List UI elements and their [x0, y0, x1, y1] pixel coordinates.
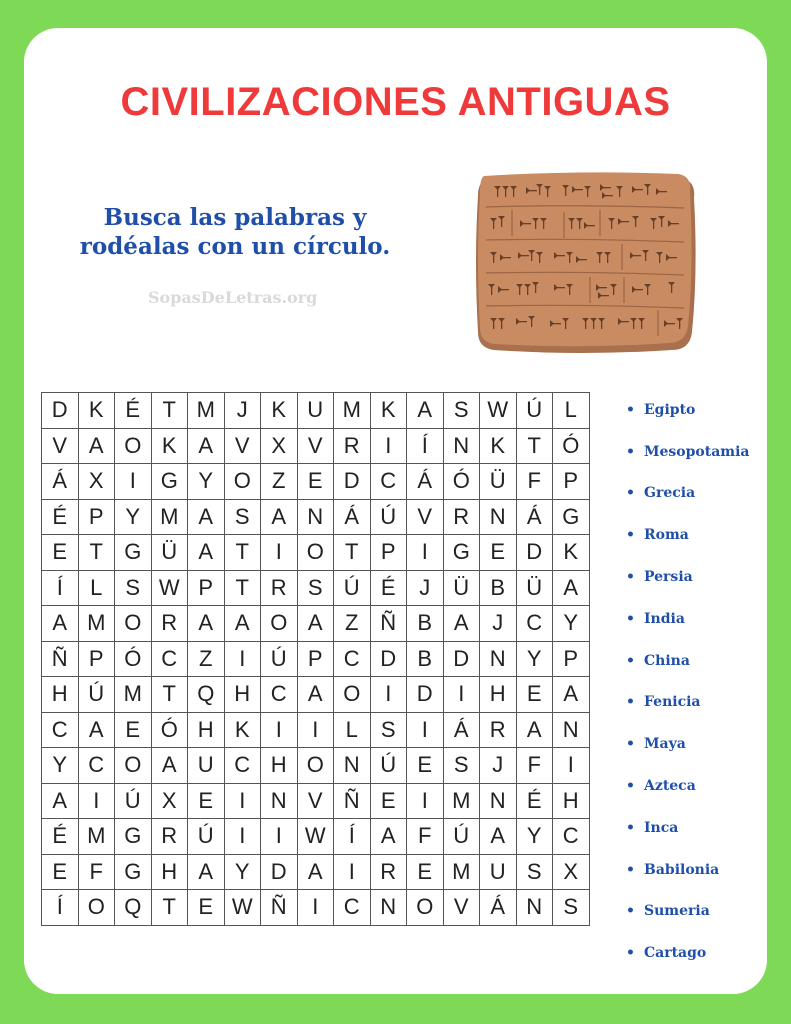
grid-cell: R: [334, 428, 371, 464]
grid-cell: O: [115, 606, 152, 642]
grid-cell: K: [151, 428, 188, 464]
grid-cell: C: [370, 464, 407, 500]
grid-cell: Á: [334, 499, 371, 535]
word-label: Grecia: [644, 485, 696, 502]
grid-cell: Ñ: [334, 783, 371, 819]
grid-cell: Ñ: [261, 890, 298, 926]
grid-cell: Á: [42, 464, 79, 500]
grid-cell: Í: [407, 428, 444, 464]
grid-cell: Q: [115, 890, 152, 926]
grid-cell: I: [261, 535, 298, 571]
page-title: CIVILIZACIONES ANTIGUAS: [120, 80, 671, 124]
grid-row: [42, 606, 590, 642]
grid-cell: K: [261, 393, 298, 429]
grid-cell: S: [370, 712, 407, 748]
grid-cell: W: [480, 393, 517, 429]
grid-cell: A: [151, 748, 188, 784]
grid-cell: Y: [553, 606, 590, 642]
grid-cell: I: [407, 783, 444, 819]
grid-cell: E: [42, 535, 79, 571]
word-label: Cartago: [644, 945, 707, 962]
grid-cell: Í: [42, 890, 79, 926]
grid-cell: C: [261, 677, 298, 713]
grid-cell: I: [78, 783, 115, 819]
grid-cell: S: [115, 570, 152, 606]
word-list-item: [626, 389, 750, 431]
word-label: Mesopotamia: [644, 443, 750, 460]
grid-cell: R: [480, 712, 517, 748]
grid-cell: S: [443, 393, 480, 429]
bullet-icon: •: [626, 527, 635, 544]
word-label: Fenicia: [644, 694, 701, 711]
grid-cell: Y: [115, 499, 152, 535]
grid-cell: P: [553, 641, 590, 677]
grid-cell: A: [188, 606, 225, 642]
word-label: Persia: [644, 569, 693, 586]
grid-cell: M: [115, 677, 152, 713]
grid-cell: Á: [516, 499, 553, 535]
grid-cell: P: [78, 499, 115, 535]
grid-cell: I: [224, 783, 261, 819]
grid-cell: A: [297, 854, 334, 890]
word-list-item: [626, 598, 750, 640]
word-label: Egipto: [644, 401, 696, 418]
grid-cell: R: [443, 499, 480, 535]
grid-cell: A: [42, 783, 79, 819]
grid-cell: N: [480, 641, 517, 677]
grid-cell: Ü: [480, 464, 517, 500]
grid-cell: D: [261, 854, 298, 890]
word-list-item: [626, 473, 750, 515]
word-list-item: [626, 807, 750, 849]
grid-cell: A: [297, 606, 334, 642]
grid-cell: A: [78, 712, 115, 748]
grid-cell: N: [480, 499, 517, 535]
grid-cell: Z: [188, 641, 225, 677]
bullet-icon: •: [626, 903, 635, 920]
grid-cell: I: [553, 748, 590, 784]
instructions-line-1: Busca las palabras y: [103, 204, 367, 231]
bullet-icon: •: [626, 694, 635, 711]
word-list-item: [626, 723, 750, 765]
grid-cell: D: [516, 535, 553, 571]
grid-cell: H: [151, 854, 188, 890]
grid-cell: G: [443, 535, 480, 571]
grid-cell: N: [370, 890, 407, 926]
grid-cell: Y: [516, 819, 553, 855]
word-list-item: [626, 431, 750, 473]
grid-cell: P: [78, 641, 115, 677]
word-list: [626, 389, 750, 974]
grid-cell: Á: [407, 464, 444, 500]
grid-cell: O: [261, 606, 298, 642]
grid-cell: T: [151, 677, 188, 713]
grid-cell: E: [297, 464, 334, 500]
grid-cell: R: [151, 606, 188, 642]
grid-cell: M: [334, 393, 371, 429]
grid-row: [42, 535, 590, 571]
grid-cell: O: [115, 428, 152, 464]
grid-cell: É: [370, 570, 407, 606]
word-label: India: [644, 610, 685, 627]
grid-cell: E: [516, 677, 553, 713]
grid-row: [42, 783, 590, 819]
bullet-icon: •: [626, 485, 635, 502]
grid-cell: B: [407, 606, 444, 642]
grid-cell: M: [78, 819, 115, 855]
grid-cell: T: [224, 570, 261, 606]
grid-cell: K: [553, 535, 590, 571]
grid-cell: B: [407, 641, 444, 677]
grid-cell: C: [553, 819, 590, 855]
grid-cell: Ñ: [42, 641, 79, 677]
grid-cell: F: [516, 464, 553, 500]
word-list-item: [626, 765, 750, 807]
grid-cell: A: [480, 819, 517, 855]
grid-cell: Y: [188, 464, 225, 500]
grid-row: [42, 712, 590, 748]
grid-cell: O: [78, 890, 115, 926]
bullet-icon: •: [626, 443, 635, 460]
grid-cell: X: [553, 854, 590, 890]
word-label: China: [644, 652, 690, 669]
grid-row: [42, 464, 590, 500]
grid-cell: Ú: [188, 819, 225, 855]
grid-row: [42, 499, 590, 535]
grid-cell: E: [188, 890, 225, 926]
grid-cell: H: [42, 677, 79, 713]
grid-cell: J: [407, 570, 444, 606]
bullet-icon: •: [626, 778, 635, 795]
grid-cell: L: [553, 393, 590, 429]
grid-cell: E: [407, 748, 444, 784]
grid-cell: A: [407, 393, 444, 429]
grid-cell: C: [78, 748, 115, 784]
grid-cell: U: [297, 393, 334, 429]
grid-cell: G: [553, 499, 590, 535]
grid-cell: A: [553, 677, 590, 713]
grid-cell: F: [78, 854, 115, 890]
grid-cell: S: [516, 854, 553, 890]
grid-cell: Ú: [261, 641, 298, 677]
grid-cell: O: [115, 748, 152, 784]
grid-cell: Á: [480, 890, 517, 926]
grid-row: [42, 854, 590, 890]
grid-cell: H: [553, 783, 590, 819]
word-label: Roma: [644, 527, 689, 544]
grid-cell: W: [224, 890, 261, 926]
grid-cell: E: [370, 783, 407, 819]
grid-cell: P: [297, 641, 334, 677]
grid-cell: X: [151, 783, 188, 819]
grid-cell: I: [370, 428, 407, 464]
grid-cell: Ü: [516, 570, 553, 606]
grid-cell: H: [188, 712, 225, 748]
instructions: [60, 203, 410, 261]
grid-cell: T: [516, 428, 553, 464]
grid-cell: Ü: [151, 535, 188, 571]
grid-cell: A: [224, 606, 261, 642]
grid-cell: P: [188, 570, 225, 606]
word-search-grid: [41, 392, 590, 926]
grid-cell: I: [261, 712, 298, 748]
grid-cell: V: [297, 428, 334, 464]
grid-cell: E: [115, 712, 152, 748]
grid-cell: G: [151, 464, 188, 500]
grid-cell: L: [334, 712, 371, 748]
grid-cell: A: [78, 428, 115, 464]
grid-cell: R: [370, 854, 407, 890]
grid-cell: A: [261, 499, 298, 535]
grid-cell: Ó: [151, 712, 188, 748]
grid-cell: Ú: [115, 783, 152, 819]
grid-cell: V: [407, 499, 444, 535]
watermark: SopasDeLetras.org: [148, 288, 318, 307]
grid-cell: R: [151, 819, 188, 855]
grid-row: [42, 819, 590, 855]
grid-cell: H: [261, 748, 298, 784]
grid-cell: A: [188, 499, 225, 535]
bullet-icon: •: [626, 569, 635, 586]
grid-cell: É: [42, 819, 79, 855]
word-list-item: [626, 682, 750, 724]
grid-cell: M: [78, 606, 115, 642]
grid-row: [42, 641, 590, 677]
word-label: Azteca: [644, 778, 696, 795]
grid-cell: É: [516, 783, 553, 819]
grid-cell: Y: [42, 748, 79, 784]
grid-cell: Z: [334, 606, 371, 642]
bullet-icon: •: [626, 610, 635, 627]
bullet-icon: •: [626, 861, 635, 878]
grid-cell: O: [334, 677, 371, 713]
grid-cell: I: [334, 854, 371, 890]
grid-cell: A: [443, 606, 480, 642]
grid-cell: I: [297, 890, 334, 926]
word-label: Sumeria: [644, 903, 710, 920]
grid-cell: V: [443, 890, 480, 926]
grid-cell: D: [334, 464, 371, 500]
bullet-icon: •: [626, 401, 635, 418]
grid-cell: J: [224, 393, 261, 429]
grid-cell: A: [188, 535, 225, 571]
grid-cell: O: [407, 890, 444, 926]
grid-cell: Ú: [334, 570, 371, 606]
grid-cell: I: [443, 677, 480, 713]
grid-cell: Ú: [78, 677, 115, 713]
grid-cell: K: [370, 393, 407, 429]
grid-cell: K: [480, 428, 517, 464]
word-list-item: [626, 514, 750, 556]
word-list-item: [626, 932, 750, 974]
grid-cell: T: [151, 890, 188, 926]
grid-cell: Ó: [115, 641, 152, 677]
grid-cell: Ü: [443, 570, 480, 606]
word-list-item: [626, 891, 750, 933]
word-label: Inca: [644, 819, 679, 836]
grid-cell: F: [407, 819, 444, 855]
grid-cell: Í: [42, 570, 79, 606]
grid-cell: I: [370, 677, 407, 713]
grid-cell: R: [261, 570, 298, 606]
grid-cell: P: [370, 535, 407, 571]
cuneiform-tablet-icon: [472, 172, 698, 356]
grid-cell: D: [407, 677, 444, 713]
grid-cell: Ú: [370, 748, 407, 784]
grid-cell: J: [480, 748, 517, 784]
grid-cell: H: [224, 677, 261, 713]
word-list-item: [626, 556, 750, 598]
grid-cell: N: [516, 890, 553, 926]
grid-cell: A: [42, 606, 79, 642]
grid-cell: K: [224, 712, 261, 748]
grid-cell: Y: [224, 854, 261, 890]
grid-cell: Ú: [443, 819, 480, 855]
grid-cell: D: [370, 641, 407, 677]
grid-cell: C: [334, 641, 371, 677]
grid-cell: C: [516, 606, 553, 642]
bullet-icon: •: [626, 945, 635, 962]
grid-cell: A: [370, 819, 407, 855]
instructions-line-2: rodéalas con un círculo.: [79, 233, 391, 260]
grid-cell: I: [261, 819, 298, 855]
word-label: Babilonia: [644, 861, 720, 878]
grid-cell: M: [443, 854, 480, 890]
grid-cell: W: [297, 819, 334, 855]
grid-cell: Z: [261, 464, 298, 500]
grid-cell: Ú: [370, 499, 407, 535]
grid-cell: M: [443, 783, 480, 819]
grid-row: [42, 428, 590, 464]
grid-cell: H: [480, 677, 517, 713]
grid-row: [42, 748, 590, 784]
grid-cell: L: [78, 570, 115, 606]
grid-cell: E: [188, 783, 225, 819]
grid-cell: V: [297, 783, 334, 819]
grid-cell: Q: [188, 677, 225, 713]
grid-cell: I: [407, 712, 444, 748]
grid-cell: O: [297, 748, 334, 784]
grid-cell: C: [42, 712, 79, 748]
grid-cell: E: [42, 854, 79, 890]
grid-cell: K: [78, 393, 115, 429]
grid-cell: M: [151, 499, 188, 535]
grid-cell: C: [151, 641, 188, 677]
grid-cell: O: [297, 535, 334, 571]
grid-cell: F: [516, 748, 553, 784]
grid-cell: Ó: [443, 464, 480, 500]
grid-cell: N: [553, 712, 590, 748]
word-list-item: [626, 849, 750, 891]
grid-cell: D: [42, 393, 79, 429]
grid-cell: Á: [443, 712, 480, 748]
grid-cell: A: [553, 570, 590, 606]
grid-cell: I: [115, 464, 152, 500]
grid-cell: X: [78, 464, 115, 500]
grid-cell: Ú: [516, 393, 553, 429]
grid-cell: A: [188, 428, 225, 464]
grid-cell: P: [553, 464, 590, 500]
grid-cell: A: [516, 712, 553, 748]
grid-cell: O: [224, 464, 261, 500]
word-label: Maya: [644, 736, 686, 753]
grid-row: [42, 890, 590, 926]
grid-cell: S: [553, 890, 590, 926]
grid-cell: C: [224, 748, 261, 784]
grid-cell: N: [443, 428, 480, 464]
grid-cell: I: [407, 535, 444, 571]
grid-cell: N: [480, 783, 517, 819]
grid-cell: M: [188, 393, 225, 429]
grid-cell: G: [115, 819, 152, 855]
grid-cell: I: [297, 712, 334, 748]
grid-cell: T: [224, 535, 261, 571]
grid-cell: B: [480, 570, 517, 606]
grid-cell: A: [297, 677, 334, 713]
grid-cell: I: [224, 641, 261, 677]
grid-cell: Ó: [553, 428, 590, 464]
grid-cell: Í: [334, 819, 371, 855]
grid-cell: A: [188, 854, 225, 890]
grid-cell: I: [224, 819, 261, 855]
grid-cell: N: [297, 499, 334, 535]
grid-cell: N: [334, 748, 371, 784]
grid-cell: G: [115, 854, 152, 890]
grid-cell: U: [480, 854, 517, 890]
bullet-icon: •: [626, 736, 635, 753]
grid-cell: C: [334, 890, 371, 926]
bullet-icon: •: [626, 652, 635, 669]
grid-row: [42, 393, 590, 429]
bullet-icon: •: [626, 819, 635, 836]
grid-cell: É: [42, 499, 79, 535]
grid-cell: G: [115, 535, 152, 571]
grid-cell: Ñ: [370, 606, 407, 642]
grid-cell: X: [261, 428, 298, 464]
grid-cell: T: [78, 535, 115, 571]
grid-cell: É: [115, 393, 152, 429]
grid-cell: T: [334, 535, 371, 571]
grid-cell: W: [151, 570, 188, 606]
grid-cell: S: [224, 499, 261, 535]
word-list-item: [626, 640, 750, 682]
grid-cell: V: [42, 428, 79, 464]
grid-cell: S: [297, 570, 334, 606]
grid-cell: S: [443, 748, 480, 784]
grid-cell: N: [261, 783, 298, 819]
grid-cell: J: [480, 606, 517, 642]
grid-cell: T: [151, 393, 188, 429]
grid-cell: D: [443, 641, 480, 677]
grid-cell: E: [480, 535, 517, 571]
grid-cell: E: [407, 854, 444, 890]
grid-row: [42, 677, 590, 713]
grid-cell: Y: [516, 641, 553, 677]
grid-cell: U: [188, 748, 225, 784]
grid-row: [42, 570, 590, 606]
grid-cell: V: [224, 428, 261, 464]
